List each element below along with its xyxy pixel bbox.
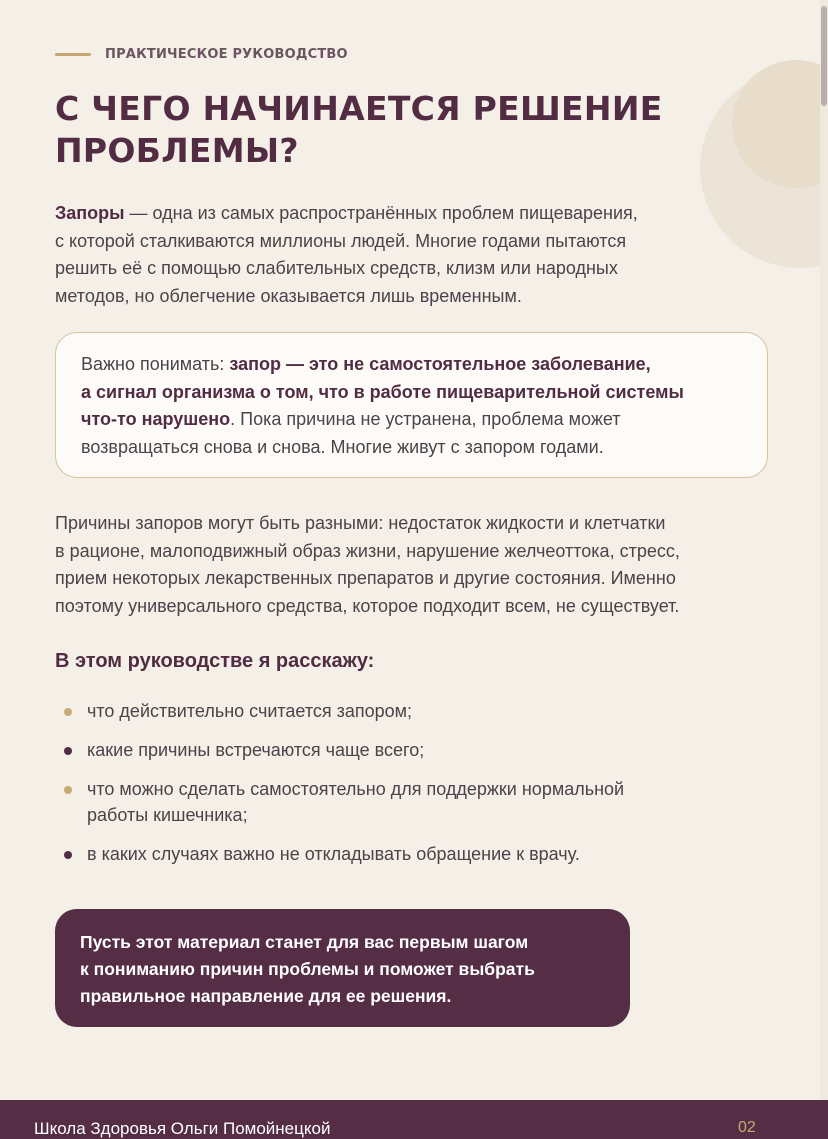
scrollbar-thumb[interactable] <box>821 6 827 106</box>
intro-line1: — одна из самых распространённых проблем пищеварения, <box>124 203 638 223</box>
callout-text <box>81 351 743 461</box>
callout-bold3: что-то нарушено <box>81 409 231 429</box>
cta-line2: к пониманию причин проблемы и поможет выбрать <box>80 959 535 979</box>
list-item-text: что действительно считается запором; <box>87 701 413 721</box>
callout-bold2: а сигнал организма о том, что в работе пищеварительной системы <box>81 381 684 402</box>
cta-line3: правильное направление для ее решения. <box>80 986 452 1006</box>
callout-line4: возвращаться снова и снова. Многие живут с запором годами. <box>81 436 604 457</box>
footer-school-name: Школа Здоровья Ольги Помойнецкой <box>34 1119 331 1138</box>
causes-line4: поэтому универсального средства, которое подходит всем, не существует. <box>55 595 680 616</box>
scrollbar[interactable] <box>820 0 828 1100</box>
intro-line2: с которой сталкиваются миллионы людей. Многие годами пытаются <box>55 230 627 251</box>
list-heading: В этом руководстве я расскажу: <box>55 650 375 672</box>
causes-line2: в рационе, малоподвижный образ жизни, нарушение желчеоттока, стресс, <box>55 540 680 561</box>
callout-rest3: . Пока причина не устранена, проблема может <box>230 409 621 429</box>
cta-line1: Пусть этот материал станет для вас первым шагом <box>80 932 529 952</box>
bullet-dot-icon <box>64 851 72 859</box>
intro-line3: решить её с помощью слабительных средств, клизм или народных <box>55 258 618 278</box>
guide-topics-list <box>55 698 775 867</box>
bullet-dot-icon <box>64 708 72 716</box>
list-item <box>55 776 775 828</box>
page-title-line2: ПРОБЛЕМЫ? <box>55 131 299 170</box>
intro-bold-term: Запоры <box>55 203 125 223</box>
intro-paragraph <box>55 200 775 310</box>
list-item <box>55 841 775 867</box>
intro-line4: методов, но облегчение оказывается лишь временным. <box>55 285 522 306</box>
causes-line3: прием некоторых лекарственных препаратов и другие состояния. Именно <box>55 568 676 588</box>
list-item-text: что можно сделать самостоятельно для поддержки нормальной <box>87 779 625 799</box>
causes-line1: Причины запоров могут быть разными: недостаток жидкости и клетчатки <box>55 513 666 533</box>
eyebrow <box>55 47 348 62</box>
page-number: 02 <box>738 1119 756 1136</box>
callout-box <box>55 332 768 478</box>
page-title <box>55 88 675 172</box>
page-title-line1: С ЧЕГО НАЧИНАЕТСЯ РЕШЕНИЕ <box>55 89 663 128</box>
callout-lead: Важно понимать: <box>81 354 230 374</box>
list-item <box>55 737 775 763</box>
eyebrow-text: ПРАКТИЧЕСКОЕ РУКОВОДСТВО <box>105 47 348 62</box>
list-item <box>55 698 775 724</box>
eyebrow-accent-line <box>55 53 91 56</box>
list-item-text-cont: работы кишечника; <box>87 805 248 825</box>
bullet-dot-icon <box>64 747 72 755</box>
callout-bold1: запор — это не самостоятельное заболевание, <box>229 354 651 374</box>
causes-paragraph <box>55 510 805 620</box>
cta-text <box>80 929 605 1010</box>
list-item-text: в каких случаях важно не откладывать обращение к врачу. <box>87 844 580 864</box>
cta-box <box>55 909 630 1027</box>
list-item-text: какие причины встречаются чаще всего; <box>87 740 425 760</box>
footer-bar <box>0 1100 828 1139</box>
bullet-dot-icon <box>64 786 72 794</box>
